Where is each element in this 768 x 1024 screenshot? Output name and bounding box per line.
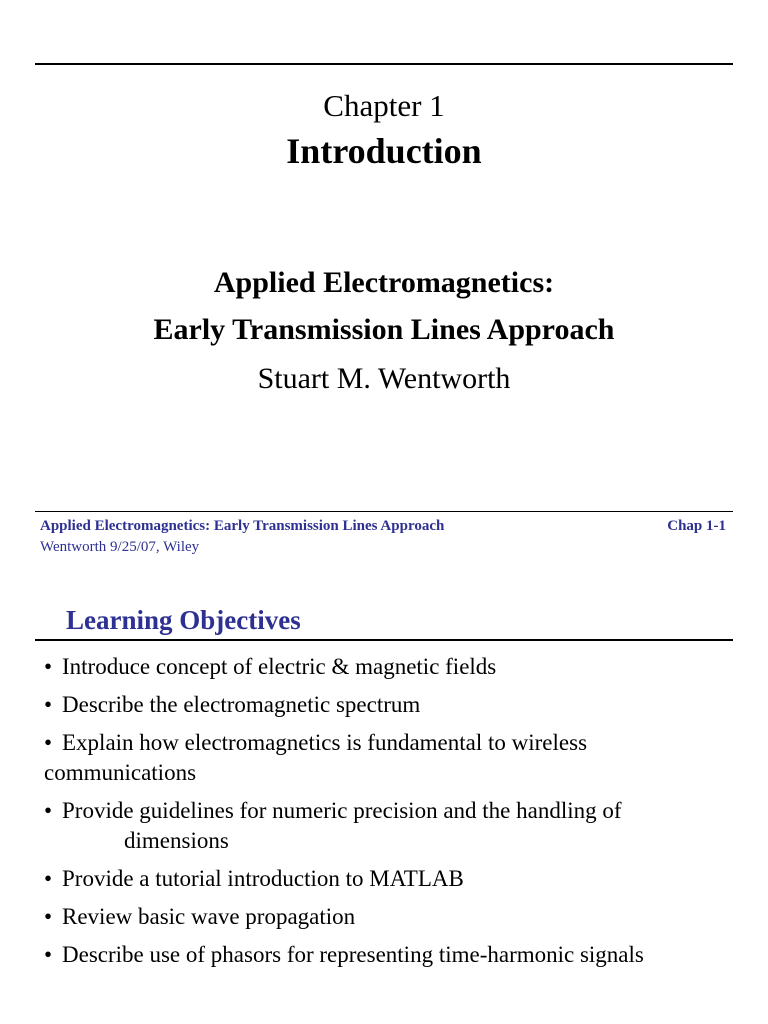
footer-credit: Wentworth 9/25/07, Wiley xyxy=(40,539,200,555)
book-title-line-1: Applied Electromagnetics: xyxy=(213,266,555,299)
footer-page-number: Chap 1-1 xyxy=(667,518,726,534)
objective-continuation: dimensions xyxy=(124,828,229,853)
bullet-icon: • xyxy=(44,798,53,823)
chapter-title: Introduction xyxy=(286,131,482,171)
top-rule xyxy=(35,63,733,65)
objective-text: Explain how electromagnetics is fundamental to wireless communications xyxy=(44,730,588,785)
objective-text: Introduce concept of electric & magnetic fields xyxy=(62,654,497,679)
objective-item xyxy=(44,728,734,788)
objective-item xyxy=(44,690,734,720)
bullet-icon: • xyxy=(44,692,53,717)
objectives-rule xyxy=(35,639,733,641)
footer-book-title: Applied Electromagnetics: Early Transmission Lines Approach xyxy=(40,518,445,534)
bullet-icon: • xyxy=(44,904,53,929)
bullet-icon: • xyxy=(44,866,53,891)
objective-item xyxy=(44,902,734,932)
objectives-list xyxy=(44,652,734,978)
book-title-line-2: Early Transmission Lines Approach xyxy=(153,313,615,346)
objective-item xyxy=(44,864,734,894)
author-name: Stuart M. Wentworth xyxy=(257,362,511,395)
objectives-heading: Learning Objectives xyxy=(66,605,301,635)
objective-item xyxy=(44,940,734,970)
chapter-label: Chapter 1 xyxy=(323,88,445,123)
objective-text: Describe use of phasors for representing time-harmonic signals xyxy=(62,942,644,967)
objective-text: Provide guidelines for numeric precision and the handling of xyxy=(62,798,622,823)
bullet-icon: • xyxy=(44,942,53,967)
bullet-icon: • xyxy=(44,730,53,755)
footer-rule xyxy=(35,511,733,512)
objective-text: Provide a tutorial introduction to MATLAB xyxy=(62,866,464,891)
objective-item xyxy=(44,796,734,856)
objective-text: Review basic wave propagation xyxy=(62,904,356,929)
bullet-icon: • xyxy=(44,654,53,679)
objective-text: Describe the electromagnetic spectrum xyxy=(62,692,421,717)
objective-item xyxy=(44,652,734,682)
